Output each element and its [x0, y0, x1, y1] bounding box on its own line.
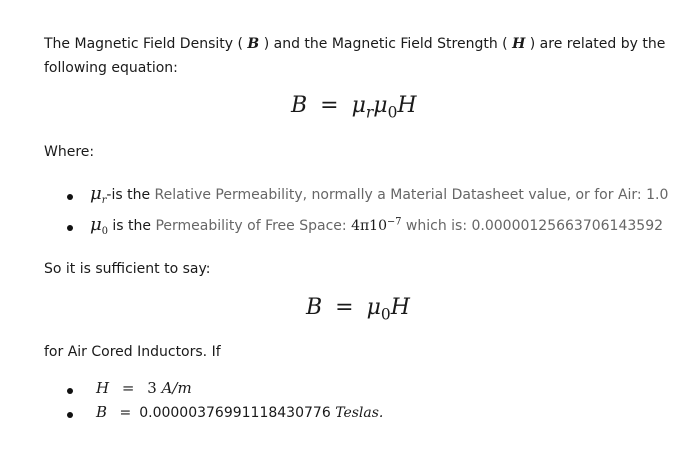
bullet-dot [67, 388, 73, 394]
where-label: Where: [44, 144, 95, 160]
symbol-h: H [512, 36, 526, 52]
value-h [96, 378, 192, 398]
eq1-h: H [397, 93, 417, 118]
value-h-symbol: H [96, 379, 110, 397]
bullet-dot [67, 412, 73, 418]
eq2-h: H [390, 295, 410, 320]
mu-r-subscript: r [101, 194, 107, 206]
eq1-equals: = [320, 93, 339, 118]
intro-text-3: ) are related by the [525, 36, 666, 52]
mu-r-symbol: μ [90, 183, 102, 204]
eq1-sub-0: 0 [387, 103, 398, 122]
permeability-expression: 4π10 [351, 218, 388, 234]
eq1-lhs: B [291, 93, 308, 118]
permeability-value: which is: 0.0000012566370614359​2 [401, 218, 664, 234]
for-air-text: for Air Cored Inductors. If [44, 344, 221, 360]
equation-full [291, 92, 417, 120]
symbol-b: B [247, 36, 260, 52]
value-b [96, 402, 383, 423]
exponent: −7 [387, 216, 402, 228]
value-b-unit: Teslas. [335, 405, 384, 421]
bullet-item-mu-0 [90, 215, 663, 236]
sufficient-text: So it is sufficient to say: [44, 261, 211, 277]
intro-line-1 [44, 34, 665, 54]
value-h-equals: = [121, 379, 135, 397]
intro-text-2: ) and the Magnetic Field Strength ( [259, 36, 513, 52]
bullet-description: Permeability of Free Space: [155, 218, 352, 234]
eq1-mu-0: μ [373, 93, 388, 118]
eq1-sub-r: r [365, 103, 374, 122]
value-b-symbol: B [96, 403, 108, 421]
eq2-lhs: B [306, 295, 323, 320]
bullet-lead-text: is the [107, 218, 156, 234]
mu-0-subscript: 0 [101, 225, 108, 237]
intro-line-2: following equation: [44, 60, 178, 76]
eq1-mu-r: μ [351, 93, 366, 118]
equation-air [306, 294, 410, 322]
bullet-lead-text: -is the [106, 187, 155, 203]
value-b-number: 0.00000376991118430776 [139, 405, 331, 421]
value-h-unit: A/m [161, 379, 192, 397]
bullet-item-mu-r [90, 184, 668, 205]
eq2-equals: = [335, 295, 354, 320]
bullet-description: Relative Permeability, normally a Material Datasheet value, or for Air: 1.0 [154, 187, 669, 203]
bullet-dot [67, 194, 73, 200]
value-b-equals: = [119, 405, 132, 421]
eq2-mu-0: μ [366, 295, 381, 320]
bullet-dot [67, 225, 73, 231]
mu-0-symbol: μ [90, 214, 102, 235]
intro-text-1: The Magnetic Field Density ( [44, 36, 248, 52]
eq2-sub-0: 0 [380, 305, 391, 324]
value-h-number: 3 [147, 379, 157, 397]
